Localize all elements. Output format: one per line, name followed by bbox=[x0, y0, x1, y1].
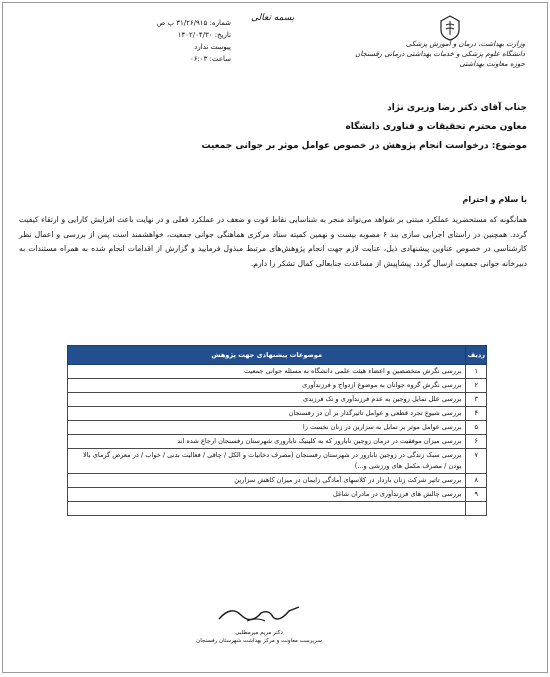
org-line-department: حوزه معاونت بهداشتی bbox=[459, 60, 525, 68]
basmala-heading: بسمه تعالی bbox=[251, 13, 295, 23]
university-emblem-icon bbox=[439, 15, 461, 41]
organization-header bbox=[355, 39, 525, 69]
table-row bbox=[68, 407, 487, 421]
greeting: با سلام و احترام bbox=[462, 195, 527, 204]
letter-page bbox=[2, 2, 548, 673]
letter-body: همانگونه که مستحضرید عملکرد مبتنی بر شواهد می‌تواند منجر به شناسایی نقاط قوت و ضعف در عملکرد فعلی و در نهایت باعث افزایش کارایی و ارتقاء کیفیت گردد. همچنین در راستای اجرایی سازی بند ۶ مصوبه بیست و نهمین کمیته ستاد مرکزی هماهنگی جوانی جمعیت، خواهشمند است پس از بررسی و اعمال نظر کارشناسی در خصوص عناوین پیشنهادی ذیل، عنایت لازم جهت انجام پژوهش‌های مرتبط مبذول فرمایید و گزارش از اقدامات انجام شده به همراه مستندات به دبیرخانه جوانی جمعیت ارسال گردد. پیشاپیش از مساعدت جنابعالی کمال تشکر را دارم. bbox=[19, 215, 527, 269]
table-row bbox=[68, 393, 487, 407]
row-topic: بررسی میزان موفقیت در درمان زوجین نابارور که به کلینیک ناباروری شهرستان رفسنجان ارجاع شده اند bbox=[68, 435, 466, 449]
row-topic: بررسی شیوع تجرد قطعی و عوامل تاثیرگذار بر آن در رفسنجان bbox=[68, 407, 466, 421]
table-row bbox=[68, 488, 487, 502]
row-topic: بررسی سبک زندگی در زوجین نابارور در شهرستان رفسنجان (مصرف دخانیات و الکل / چاقی / فعالیت بدنی / خواب / در معرض گرمای بالا بودن / مصرف مکمل های ورزشی و...) bbox=[68, 449, 466, 474]
table-row-empty bbox=[68, 502, 487, 516]
row-index: ۵ bbox=[466, 421, 487, 435]
row-index: ۹ bbox=[466, 488, 487, 502]
table-row bbox=[68, 379, 487, 393]
letter-number: شماره: ۳۱/۲۶/۹۱۵ پ ص bbox=[156, 19, 231, 27]
row-index: ۲ bbox=[466, 379, 487, 393]
recipient-position: معاون محترم تحقیقات و فناوری دانشگاه bbox=[345, 122, 527, 132]
org-line-ministry: وزارت بهداشت، درمان و آموزش پزشکی bbox=[405, 40, 525, 48]
row-index: ۶ bbox=[466, 435, 487, 449]
signature-block bbox=[189, 629, 329, 645]
row-topic: بررسی علل تمایل زوجین به عدم فرزندآوری و تک فرزندی bbox=[68, 393, 466, 407]
letter-date: تاریخ: ۱۴۰۲/۰۴/۳۰ bbox=[177, 31, 231, 39]
letter-attachment: پیوست ندارد bbox=[194, 43, 231, 51]
row-topic: بررسی نگرش گروه جوانان به موضوع ازدواج و فرزندآوری bbox=[68, 379, 466, 393]
letter-metadata bbox=[111, 17, 231, 65]
row-topic: بررسی چالش های فرزندآوری در مادران شاغل bbox=[68, 488, 466, 502]
research-topics-table bbox=[67, 345, 487, 516]
row-topic: بررسی نگرش متخصصین و اعضاء هیئت علمی دانشگاه به مسئله جوانی جمعیت bbox=[68, 365, 466, 379]
table-row bbox=[68, 474, 487, 488]
letter-subject: موضوع: درخواست انجام پژوهش در خصوص عوامل موثر بر جوانی جمعیت bbox=[201, 141, 527, 151]
table-row bbox=[68, 435, 487, 449]
signatory-name: دکتر مریم میرمطلبی bbox=[235, 630, 283, 636]
row-index-empty bbox=[466, 502, 487, 516]
row-index: ۷ bbox=[466, 449, 487, 474]
address-block bbox=[201, 99, 527, 156]
letter-time: ساعت: ۰۶:۰۳ bbox=[189, 55, 231, 63]
row-topic-empty bbox=[68, 502, 466, 516]
table-header-row bbox=[68, 346, 487, 365]
signatory-title: سرپرست معاونت و مرکز بهداشت شهرستان رفسنجان bbox=[196, 638, 322, 644]
row-topic: بررسی عوامل موثر بر تمایل به سزارین در زنان نخست زا bbox=[68, 421, 466, 435]
column-header-index: ردیف bbox=[466, 346, 487, 365]
column-header-topic: موضوعات پیشنهادی جهت پژوهش bbox=[68, 346, 466, 365]
row-index: ۸ bbox=[466, 474, 487, 488]
org-line-university: دانشگاه علوم پزشکی و خدمات بهداشتی درمانی رفسنجان bbox=[355, 50, 525, 58]
table-row bbox=[68, 449, 487, 474]
row-index: ۱ bbox=[466, 365, 487, 379]
row-topic: بررسی تاثیر شرکت زنان باردار در کلاسهای آمادگی زایمان در میزان کاهش سزارین bbox=[68, 474, 466, 488]
table-row bbox=[68, 365, 487, 379]
table-row bbox=[68, 421, 487, 435]
recipient-name: جناب آقای دکتر رضا وزیری نژاد bbox=[387, 103, 527, 113]
handwritten-signature-icon bbox=[213, 601, 305, 625]
row-index: ۴ bbox=[466, 407, 487, 421]
row-index: ۳ bbox=[466, 393, 487, 407]
